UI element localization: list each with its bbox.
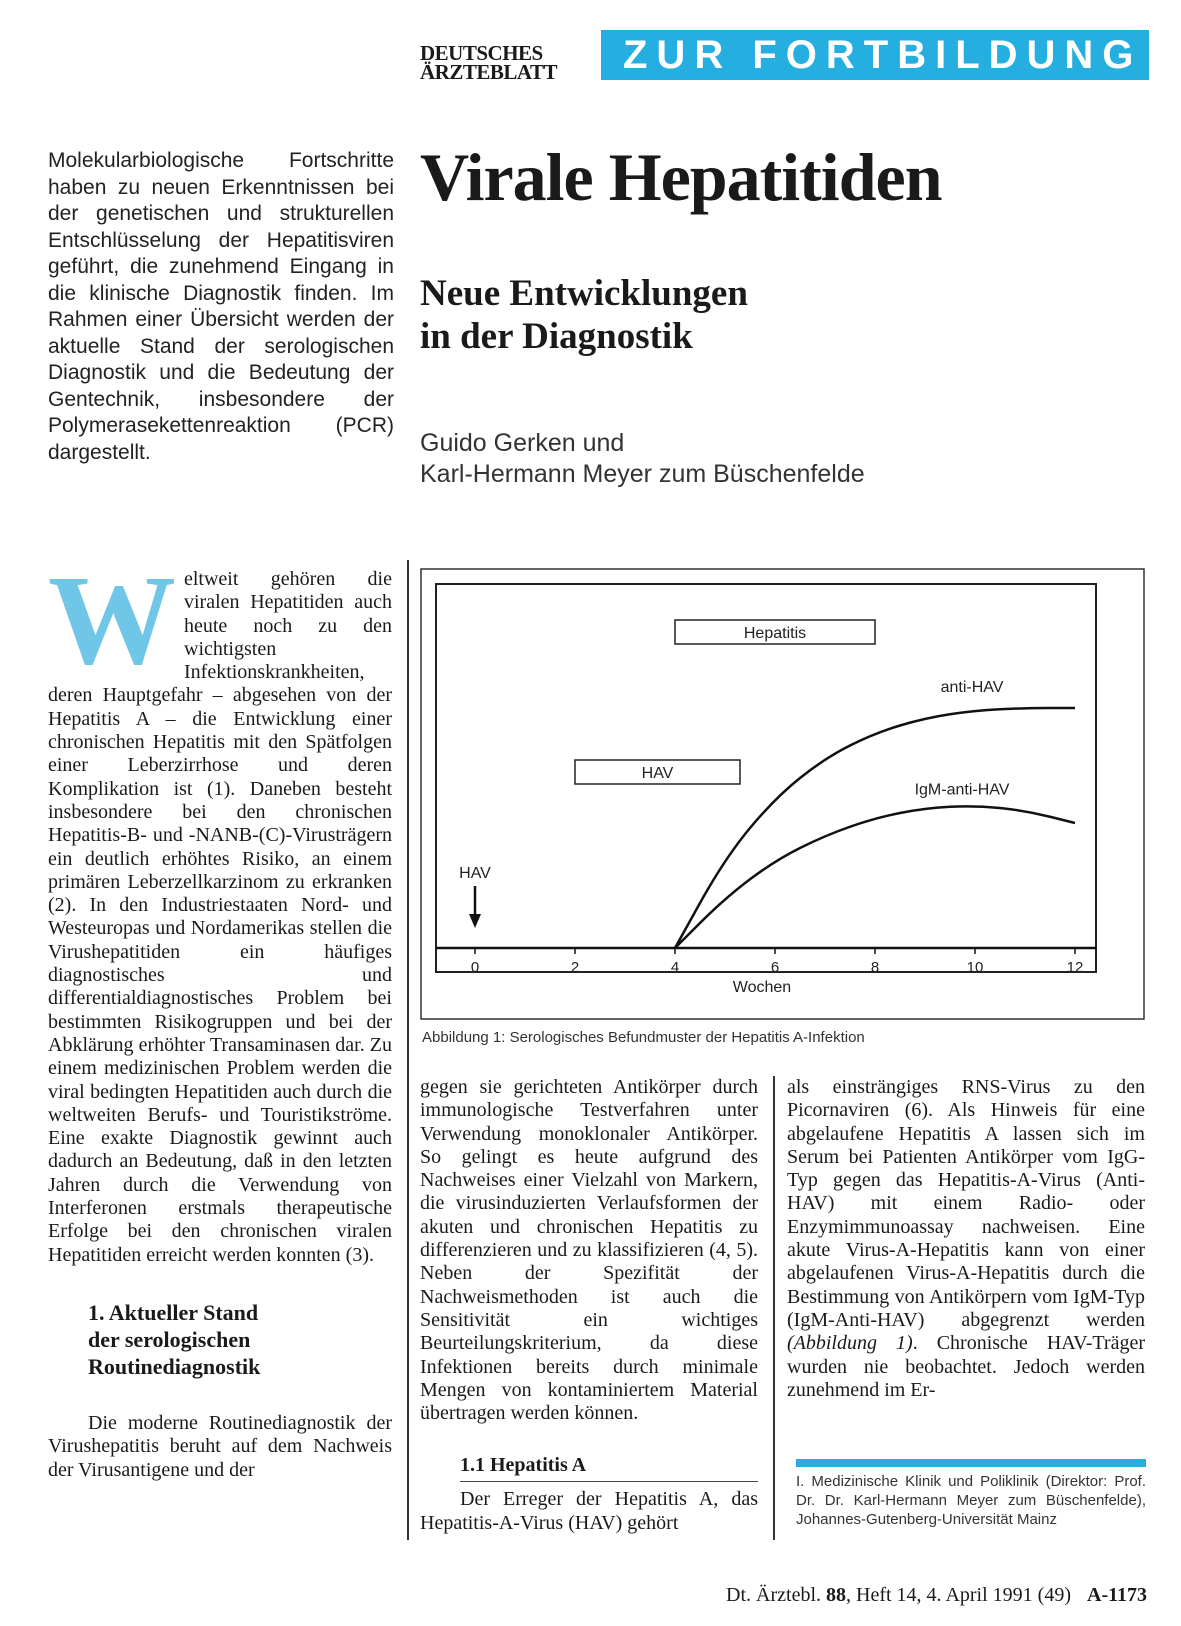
x-tick-label: 8 [870,959,880,976]
x-tick-label: 12 [1066,959,1084,976]
col2-paragraph-2 [420,1488,758,1535]
section-banner: ZUR FORTBILDUNG [601,30,1149,80]
authors [420,428,865,490]
section-1-text: Die moderne Routinediagnostik der Virushepatitis beruht auf dem Nachweis der Virusantigene und der [48,1411,392,1481]
heading-1-line1: 1. Aktueller Stand [88,1299,259,1325]
arrow-head [469,914,481,928]
series-label: IgM-anti-HAV [914,781,1010,799]
section-heading-1-1: 1.1 Hepatitis A [460,1453,758,1482]
page-number: A-1173 [1087,1584,1147,1606]
phase-bar-label: HAV [641,765,674,782]
x-tick-label: 0 [470,959,480,976]
citation-prefix: Dt. Ärztebl. [726,1584,827,1606]
figure-1 [420,568,1145,1020]
col2-text-2: Der Erreger der Hepatitis A, das Hepatitis-A-Virus (HAV) gehört [420,1488,758,1534]
phase-bar-label: Hepatitis [743,625,807,642]
drop-cap: W [48,549,176,691]
column-2 [420,1076,758,1535]
abstract: Molekularbiologische Fortschritte haben zu neuen Erkenntnissen bei der genetischen und strukturellen Entschlüsselung der Hepatitisviren geführt, die zunehmend Eingang in die klinische Diagnostik finden. Im Rahmen einer Übersicht werden der aktuelle Stand der serologischen Diagnostik und die Bedeutung der Gentechnik, insbesondere der Polymerasekettenreaktion (PCR) dargestellt. [48,149,394,464]
column-1 [48,549,392,1482]
footnote-divider [796,1459,1146,1467]
col3-text-b: . Chronische HAV-Träger wurden nie beobachtet. Jedoch werden zunehmend im Er- [787,1332,1145,1401]
figure-reference: (Abbildung 1) [787,1332,913,1355]
article-subtitle [420,272,748,358]
journal-logo-line2: ÄRZTEBLATT [420,60,557,84]
subtitle-line1: Neue Entwicklungen [420,273,748,314]
phase-bars [575,620,875,784]
intro-text: eltweit gehören die viralen Hepatitiden auch heute noch zu den wichtigsten Infektionskrankheiten, deren Hauptgefahr – abgesehen von der Hepatitis A – die Entwicklung einer chronischen Hepatitis mit den Spätfolgen einer Leberzirrhose und deren Komplikation ist (1). Daneben besteht insbesondere bei den chronischen Hepatitis-B- und -NANB-(C)-Virusträgern ein deutlich erhöhtes Risiko, an einem primären Leberzellkarzinom zu erkranken (2). In den Industriestaaten Nord- und Westeuropas und Nordamerikas stellen die Virushepatitiden ein häufiges diagnostisches und differentialdiagnostisches Problem bei bestimmten Risikogruppen und bei der Abklärung erhöhter Transaminasen dar. Zu einem medizinischen Problem werden die viral bedingten Hepatitiden auch durch die weltweiten Berufs- und Touristikströme. Eine exakte Diagnostik gewinnt auch dadurch an Bedeutung, daß in den letzten Jahren durch die Verwendung von Interferonen erstmals therapeutische Erfolge bei den chronischen viralen Hepatitiden erreicht werden konnten (3). [48,568,392,1266]
citation-suffix: , Heft 14, 4. April 1991 (49) [846,1584,1071,1606]
col2-paragraph: gegen sie gerichteten Antikörper durch immunologische Testverfahren unter Verwendung monoklonaler Antikörper. So gelingt es heute aufgrund des Nachweises einer Vielzahl von Markern, die virusinduzierten Verlaufsformen der akuten und chronischen Hepatitis zu differenzieren und zu klassifizieren (4, 5). Neben der Spezifität der Nachweismethoden ist auch die Sensitivität ein wichtiges Beurteilungskriterium, da diese Infektionen bereits durch minimale Mengen von kontaminiertem Material übertragen werden können. [420,1076,758,1425]
column-rule-1 [407,560,409,1540]
citation-volume: 88 [826,1584,847,1606]
curves [675,679,1075,948]
column-3 [787,1076,1145,1402]
series-line [675,806,1075,948]
affiliation-footnote: I. Medizinische Klinik und Poliklinik (Direktor: Prof. Dr. Dr. Karl-Hermann Meyer zum Büschenfelde), Johannes-Gutenberg-Universität Mainz [796,1473,1146,1528]
heading-1-line3: Routinediagnostik [88,1353,261,1379]
serology-chart [420,568,1145,1020]
series-line [675,708,1075,948]
series-label: anti-HAV [940,679,1004,696]
article-title: Virale Hepatitiden [420,139,942,215]
hav-exposure-arrow [459,865,491,928]
x-tick-label: 4 [670,959,680,976]
journal-logo-line1: DEUTSCHES [420,41,543,65]
page-footer [726,1584,1147,1607]
col3-text-a: als einsträngiges RNS-Virus zu den Picornaviren (6). Als Hinweis für eine abgelaufene Hepatitis A lassen sich im Serum bei Patienten Antikörper vom IgG-Typ gegen das Hepatitis-A-Virus (Anti-HAV) mit einem Radio- oder Enzymimmunoassay nachweisen. Eine akute Virus-A-Hepatitis kann von einer abgelaufenen Virus-A-Hepatitis durch die Bestimmung von Antikörpern vom IgM-Typ (IgM-Anti-HAV) abgegrenzt werden [787,1076,1145,1331]
intro-paragraph [48,549,392,1267]
col3-paragraph [787,1076,1145,1402]
journal-logo [420,41,592,84]
subtitle-line2: in der Diagnostik [420,316,693,357]
section-heading-1 [88,1299,392,1380]
authors-line2: Karl-Hermann Meyer zum Büschenfelde [420,460,865,488]
x-axis-label: Wochen [732,979,792,996]
section-1-paragraph [48,1412,392,1482]
arrow-label: HAV [459,865,491,882]
column-rule-2 [773,1076,775,1540]
heading-1-line2: der serologischen [88,1326,251,1352]
authors-line1: Guido Gerken und [420,429,625,457]
x-tick-label: 10 [966,959,984,976]
figure-caption: Abbildung 1: Serologisches Befundmuster der Hepatitis A-Infektion [422,1029,865,1046]
x-tick-label: 2 [570,959,580,976]
x-tick-label: 6 [770,959,780,976]
